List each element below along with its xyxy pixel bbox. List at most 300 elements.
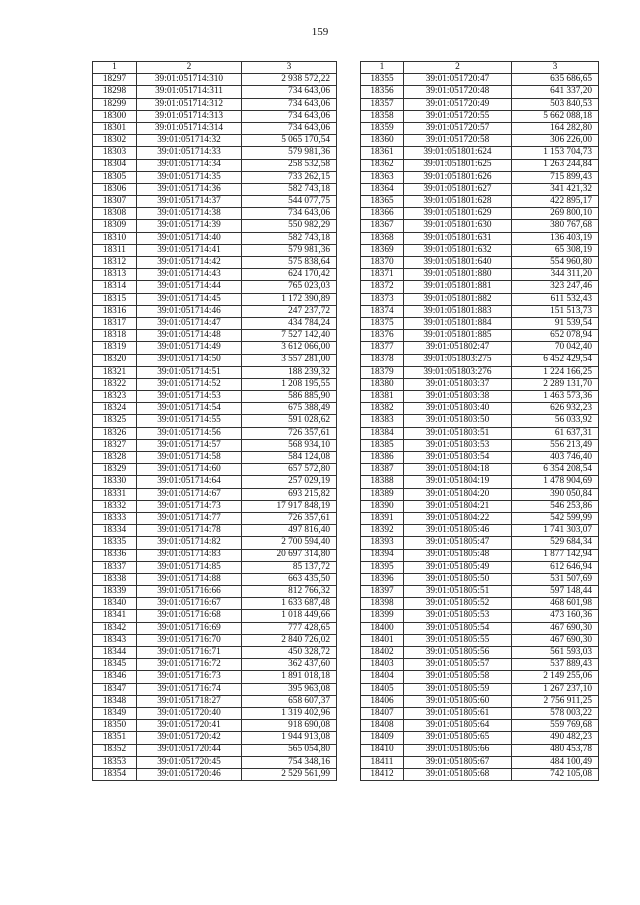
cadastral-number-cell: 39:01:051714:50 (137, 354, 242, 366)
value-cell: 624 170,42 (242, 269, 337, 281)
row-number-cell: 18326 (93, 427, 137, 439)
row-number-cell: 18297 (93, 74, 137, 86)
header-row (361, 62, 599, 74)
table-row (361, 415, 599, 427)
table-row (93, 598, 337, 610)
cadastral-number-cell: 39:01:051714:313 (137, 110, 242, 122)
value-cell: 323 247,46 (512, 281, 599, 293)
row-number-cell: 18352 (93, 744, 137, 756)
value-cell: 306 226,00 (512, 135, 599, 147)
row-number-cell: 18390 (361, 500, 404, 512)
value-cell: 164 282,80 (512, 122, 599, 134)
table-row (93, 549, 337, 561)
row-number-cell: 18307 (93, 196, 137, 208)
row-number-cell: 18319 (93, 342, 137, 354)
table-row (93, 610, 337, 622)
register-table-left (92, 61, 337, 781)
value-cell: 734 643,06 (242, 86, 337, 98)
cadastral-number-cell: 39:01:051714:48 (137, 330, 242, 342)
row-number-cell: 18391 (361, 512, 404, 524)
value-cell: 258 532,58 (242, 159, 337, 171)
cadastral-number-cell: 39:01:051716:72 (137, 659, 242, 671)
cadastral-number-cell: 39:01:051805:57 (404, 659, 512, 671)
row-number-cell: 18359 (361, 122, 404, 134)
value-cell: 657 572,80 (242, 464, 337, 476)
row-number-cell: 18327 (93, 439, 137, 451)
table-row (93, 196, 337, 208)
row-number-cell: 18320 (93, 354, 137, 366)
table-row (93, 756, 337, 768)
cadastral-number-cell: 39:01:051716:71 (137, 647, 242, 659)
row-number-cell: 18395 (361, 561, 404, 573)
row-number-cell: 18338 (93, 573, 137, 585)
table-row (93, 488, 337, 500)
row-number-cell: 18318 (93, 330, 137, 342)
value-cell: 612 646,94 (512, 561, 599, 573)
row-number-cell: 18401 (361, 634, 404, 646)
cadastral-number-cell: 39:01:051804:19 (404, 476, 512, 488)
table-row (361, 756, 599, 768)
table-row (361, 403, 599, 415)
value-cell: 1 891 018,18 (242, 671, 337, 683)
row-number-cell: 18332 (93, 500, 137, 512)
table-row (361, 317, 599, 329)
row-number-cell: 18361 (361, 147, 404, 159)
value-cell: 341 421,32 (512, 183, 599, 195)
table-row (361, 159, 599, 171)
row-number-cell: 18380 (361, 378, 404, 390)
row-number-cell: 18348 (93, 695, 137, 707)
cadastral-number-cell: 39:01:051720:44 (137, 744, 242, 756)
table-row (361, 171, 599, 183)
table-row (361, 707, 599, 719)
cadastral-number-cell: 39:01:051805:65 (404, 732, 512, 744)
value-cell: 91 539,54 (512, 317, 599, 329)
header-cell-3: 3 (512, 62, 599, 74)
cadastral-number-cell: 39:01:051714:53 (137, 391, 242, 403)
value-cell: 550 982,29 (242, 220, 337, 232)
value-cell: 765 023,03 (242, 281, 337, 293)
table-row (93, 573, 337, 585)
row-number-cell: 18302 (93, 135, 137, 147)
table-row (93, 683, 337, 695)
table-row (93, 342, 337, 354)
cadastral-number-cell: 39:01:051805:52 (404, 598, 512, 610)
table-row (93, 171, 337, 183)
row-number-cell: 18357 (361, 98, 404, 110)
row-number-cell: 18299 (93, 98, 137, 110)
row-number-cell: 18298 (93, 86, 137, 98)
cadastral-number-cell: 39:01:051801:880 (404, 269, 512, 281)
table-row (361, 208, 599, 220)
cadastral-number-cell: 39:01:051714:85 (137, 561, 242, 573)
cadastral-number-cell: 39:01:051716:66 (137, 586, 242, 598)
value-cell: 578 003,22 (512, 707, 599, 719)
table-row (93, 147, 337, 159)
row-number-cell: 18323 (93, 391, 137, 403)
table-row (361, 257, 599, 269)
value-cell: 5 065 170,54 (242, 135, 337, 147)
cadastral-number-cell: 39:01:051805:58 (404, 671, 512, 683)
row-number-cell: 18412 (361, 768, 404, 780)
row-number-cell: 18368 (361, 232, 404, 244)
table-row (361, 86, 599, 98)
value-cell: 693 215,82 (242, 488, 337, 500)
cadastral-number-cell: 39:01:051714:39 (137, 220, 242, 232)
row-number-cell: 18382 (361, 403, 404, 415)
value-cell: 2 756 911,25 (512, 695, 599, 707)
row-number-cell: 18376 (361, 330, 404, 342)
value-cell: 777 428,65 (242, 622, 337, 634)
value-cell: 542 599,99 (512, 512, 599, 524)
table-row (93, 512, 337, 524)
table-row (361, 573, 599, 585)
cadastral-number-cell: 39:01:051714:40 (137, 232, 242, 244)
value-cell: 734 643,06 (242, 122, 337, 134)
table-row (361, 391, 599, 403)
cadastral-number-cell: 39:01:051801:627 (404, 183, 512, 195)
cadastral-number-cell: 39:01:051718:27 (137, 695, 242, 707)
value-cell: 663 435,50 (242, 573, 337, 585)
value-cell: 3 612 066,00 (242, 342, 337, 354)
row-number-cell: 18353 (93, 756, 137, 768)
value-cell: 635 686,65 (512, 74, 599, 86)
table-row (93, 720, 337, 732)
table-row (361, 598, 599, 610)
cadastral-number-cell: 39:01:051804:20 (404, 488, 512, 500)
table-row (361, 366, 599, 378)
table-row (93, 257, 337, 269)
table-row (361, 281, 599, 293)
table-row (361, 74, 599, 86)
value-cell: 2 700 594,40 (242, 537, 337, 549)
value-cell: 1 463 573,36 (512, 391, 599, 403)
value-cell: 1 633 687,48 (242, 598, 337, 610)
row-number-cell: 18303 (93, 147, 137, 159)
table-row (361, 610, 599, 622)
row-number-cell: 18325 (93, 415, 137, 427)
table-row (93, 647, 337, 659)
value-cell: 1 319 402,96 (242, 707, 337, 719)
row-number-cell: 18383 (361, 415, 404, 427)
cadastral-number-cell: 39:01:051714:36 (137, 183, 242, 195)
cadastral-number-cell: 39:01:051714:58 (137, 452, 242, 464)
row-number-cell: 18384 (361, 427, 404, 439)
table-row (93, 634, 337, 646)
table-row (93, 220, 337, 232)
row-number-cell: 18340 (93, 598, 137, 610)
row-number-cell: 18350 (93, 720, 137, 732)
cadastral-number-cell: 39:01:051720:48 (404, 86, 512, 98)
cadastral-number-cell: 39:01:051801:640 (404, 257, 512, 269)
table-row (361, 305, 599, 317)
row-number-cell: 18405 (361, 683, 404, 695)
value-cell: 1 478 904,69 (512, 476, 599, 488)
value-cell: 6 452 429,54 (512, 354, 599, 366)
value-cell: 6 354 208,54 (512, 464, 599, 476)
value-cell: 380 767,68 (512, 220, 599, 232)
table-row (93, 354, 337, 366)
table-row (361, 342, 599, 354)
cadastral-number-cell: 39:01:051714:44 (137, 281, 242, 293)
table-row (361, 647, 599, 659)
value-cell: 561 593,03 (512, 647, 599, 659)
value-cell: 918 690,08 (242, 720, 337, 732)
table-row (361, 476, 599, 488)
cadastral-number-cell: 39:01:051805:56 (404, 647, 512, 659)
cadastral-number-cell: 39:01:051714:42 (137, 257, 242, 269)
row-number-cell: 18355 (361, 74, 404, 86)
table-row (361, 232, 599, 244)
value-cell: 1 018 449,66 (242, 610, 337, 622)
value-cell: 734 643,06 (242, 110, 337, 122)
cadastral-number-cell: 39:01:051714:41 (137, 244, 242, 256)
table-row (93, 452, 337, 464)
value-cell: 434 784,24 (242, 317, 337, 329)
value-cell: 17 917 848,19 (242, 500, 337, 512)
value-cell: 556 213,49 (512, 439, 599, 451)
table-row (93, 732, 337, 744)
value-cell: 1 741 303,07 (512, 525, 599, 537)
table-row (93, 378, 337, 390)
cadastral-number-cell: 39:01:051716:73 (137, 671, 242, 683)
cadastral-number-cell: 39:01:051720:46 (137, 768, 242, 780)
cadastral-number-cell: 39:01:051720:55 (404, 110, 512, 122)
row-number-cell: 18316 (93, 305, 137, 317)
row-number-cell: 18378 (361, 354, 404, 366)
cadastral-number-cell: 39:01:051805:49 (404, 561, 512, 573)
row-number-cell: 18345 (93, 659, 137, 671)
row-number-cell: 18301 (93, 122, 137, 134)
value-cell: 151 513,73 (512, 305, 599, 317)
value-cell: 473 160,36 (512, 610, 599, 622)
cadastral-number-cell: 39:01:051803:37 (404, 378, 512, 390)
value-cell: 554 960,80 (512, 257, 599, 269)
row-number-cell: 18333 (93, 512, 137, 524)
row-number-cell: 18313 (93, 269, 137, 281)
table-row (93, 330, 337, 342)
row-number-cell: 18328 (93, 452, 137, 464)
row-number-cell: 18337 (93, 561, 137, 573)
cadastral-number-cell: 39:01:051801:628 (404, 196, 512, 208)
row-number-cell: 18379 (361, 366, 404, 378)
table-row (361, 427, 599, 439)
table-row (93, 317, 337, 329)
value-cell: 582 743,18 (242, 232, 337, 244)
row-number-cell: 18308 (93, 208, 137, 220)
value-cell: 586 885,90 (242, 391, 337, 403)
cadastral-number-cell: 39:01:051714:52 (137, 378, 242, 390)
header-cell-1: 1 (361, 62, 404, 74)
value-cell: 546 253,86 (512, 500, 599, 512)
table-row (361, 220, 599, 232)
row-number-cell: 18410 (361, 744, 404, 756)
table-row (361, 110, 599, 122)
value-cell: 2 840 726,02 (242, 634, 337, 646)
table-row (361, 183, 599, 195)
table-row (361, 135, 599, 147)
cadastral-number-cell: 39:01:051714:312 (137, 98, 242, 110)
cadastral-number-cell: 39:01:051805:67 (404, 756, 512, 768)
row-number-cell: 18398 (361, 598, 404, 610)
value-cell: 754 348,16 (242, 756, 337, 768)
row-number-cell: 18411 (361, 756, 404, 768)
row-number-cell: 18371 (361, 269, 404, 281)
table-row (361, 549, 599, 561)
cadastral-number-cell: 39:01:051716:69 (137, 622, 242, 634)
cadastral-number-cell: 39:01:051803:50 (404, 415, 512, 427)
header-cell-3: 3 (242, 62, 337, 74)
value-cell: 559 769,68 (512, 720, 599, 732)
cadastral-number-cell: 39:01:051714:32 (137, 135, 242, 147)
value-cell: 390 050,84 (512, 488, 599, 500)
row-number-cell: 18322 (93, 378, 137, 390)
value-cell: 1 224 166,25 (512, 366, 599, 378)
cadastral-number-cell: 39:01:051801:625 (404, 159, 512, 171)
cadastral-number-cell: 39:01:051801:632 (404, 244, 512, 256)
table-row (361, 525, 599, 537)
value-cell: 490 482,23 (512, 732, 599, 744)
value-cell: 70 042,40 (512, 342, 599, 354)
table-row (93, 415, 337, 427)
value-cell: 582 743,18 (242, 183, 337, 195)
cadastral-number-cell: 39:01:051801:882 (404, 293, 512, 305)
row-number-cell: 18386 (361, 452, 404, 464)
row-number-cell: 18381 (361, 391, 404, 403)
table-row (361, 269, 599, 281)
row-number-cell: 18342 (93, 622, 137, 634)
header-cell-2: 2 (137, 62, 242, 74)
row-number-cell: 18375 (361, 317, 404, 329)
cadastral-number-cell: 39:01:051714:88 (137, 573, 242, 585)
cadastral-number-cell: 39:01:051804:21 (404, 500, 512, 512)
table-row (361, 732, 599, 744)
value-cell: 579 981,36 (242, 244, 337, 256)
cadastral-number-cell: 39:01:051803:51 (404, 427, 512, 439)
table-row (361, 464, 599, 476)
row-number-cell: 18393 (361, 537, 404, 549)
row-number-cell: 18312 (93, 257, 137, 269)
cadastral-number-cell: 39:01:051714:56 (137, 427, 242, 439)
row-number-cell: 18347 (93, 683, 137, 695)
row-number-cell: 18309 (93, 220, 137, 232)
cadastral-number-cell: 39:01:051805:50 (404, 573, 512, 585)
table-row (361, 695, 599, 707)
row-number-cell: 18311 (93, 244, 137, 256)
table-row (93, 403, 337, 415)
value-cell: 1 172 390,89 (242, 293, 337, 305)
cadastral-number-cell: 39:01:051801:630 (404, 220, 512, 232)
cadastral-number-cell: 39:01:051805:59 (404, 683, 512, 695)
value-cell: 626 932,23 (512, 403, 599, 415)
table-row (361, 378, 599, 390)
row-number-cell: 18314 (93, 281, 137, 293)
table-row (361, 512, 599, 524)
row-number-cell: 18335 (93, 537, 137, 549)
cadastral-number-cell: 39:01:051720:40 (137, 707, 242, 719)
cadastral-number-cell: 39:01:051716:70 (137, 634, 242, 646)
cadastral-number-cell: 39:01:051714:54 (137, 403, 242, 415)
row-number-cell: 18356 (361, 86, 404, 98)
value-cell: 734 643,06 (242, 98, 337, 110)
value-cell: 584 124,08 (242, 452, 337, 464)
cadastral-number-cell: 39:01:051714:49 (137, 342, 242, 354)
cadastral-number-cell: 39:01:051714:77 (137, 512, 242, 524)
value-cell: 2 938 572,22 (242, 74, 337, 86)
row-number-cell: 18339 (93, 586, 137, 598)
value-cell: 136 403,19 (512, 232, 599, 244)
table-row (361, 586, 599, 598)
cadastral-number-cell: 39:01:051802:47 (404, 342, 512, 354)
table-row (361, 537, 599, 549)
value-cell: 726 357,61 (242, 512, 337, 524)
cadastral-number-cell: 39:01:051801:883 (404, 305, 512, 317)
row-number-cell: 18388 (361, 476, 404, 488)
table-row (93, 391, 337, 403)
value-cell: 5 662 088,18 (512, 110, 599, 122)
row-number-cell: 18349 (93, 707, 137, 719)
cadastral-number-cell: 39:01:051714:33 (137, 147, 242, 159)
row-number-cell: 18402 (361, 647, 404, 659)
cadastral-number-cell: 39:01:051804:22 (404, 512, 512, 524)
table-row (93, 281, 337, 293)
table-row (361, 354, 599, 366)
row-number-cell: 18366 (361, 208, 404, 220)
cadastral-number-cell: 39:01:051720:42 (137, 732, 242, 744)
table-row (361, 147, 599, 159)
table-row (93, 622, 337, 634)
register-table-right (360, 61, 599, 781)
cadastral-number-cell: 39:01:051801:884 (404, 317, 512, 329)
row-number-cell: 18369 (361, 244, 404, 256)
row-number-cell: 18400 (361, 622, 404, 634)
value-cell: 742 105,08 (512, 768, 599, 780)
table-row (93, 232, 337, 244)
cadastral-number-cell: 39:01:051714:34 (137, 159, 242, 171)
cadastral-number-cell: 39:01:051714:43 (137, 269, 242, 281)
table-row (361, 671, 599, 683)
cadastral-number-cell: 39:01:051804:18 (404, 464, 512, 476)
table-row (93, 183, 337, 195)
row-number-cell: 18406 (361, 695, 404, 707)
header-row (93, 62, 337, 74)
value-cell: 652 078,94 (512, 330, 599, 342)
row-number-cell: 18344 (93, 647, 137, 659)
table-row (93, 86, 337, 98)
row-number-cell: 18329 (93, 464, 137, 476)
cadastral-number-cell: 39:01:051720:58 (404, 135, 512, 147)
header-cell-2: 2 (404, 62, 512, 74)
table-row (93, 74, 337, 86)
cadastral-number-cell: 39:01:051801:885 (404, 330, 512, 342)
row-number-cell: 18317 (93, 317, 137, 329)
cadastral-number-cell: 39:01:051801:624 (404, 147, 512, 159)
value-cell: 56 033,92 (512, 415, 599, 427)
value-cell: 1 263 244,84 (512, 159, 599, 171)
table-row (93, 159, 337, 171)
table-row (361, 98, 599, 110)
row-number-cell: 18372 (361, 281, 404, 293)
table-row (93, 671, 337, 683)
value-cell: 734 643,06 (242, 208, 337, 220)
cadastral-number-cell: 39:01:051805:66 (404, 744, 512, 756)
value-cell: 450 328,72 (242, 647, 337, 659)
table-row (361, 768, 599, 780)
row-number-cell: 18396 (361, 573, 404, 585)
cadastral-number-cell: 39:01:051714:60 (137, 464, 242, 476)
value-cell: 591 028,62 (242, 415, 337, 427)
value-cell: 1 267 237,10 (512, 683, 599, 695)
